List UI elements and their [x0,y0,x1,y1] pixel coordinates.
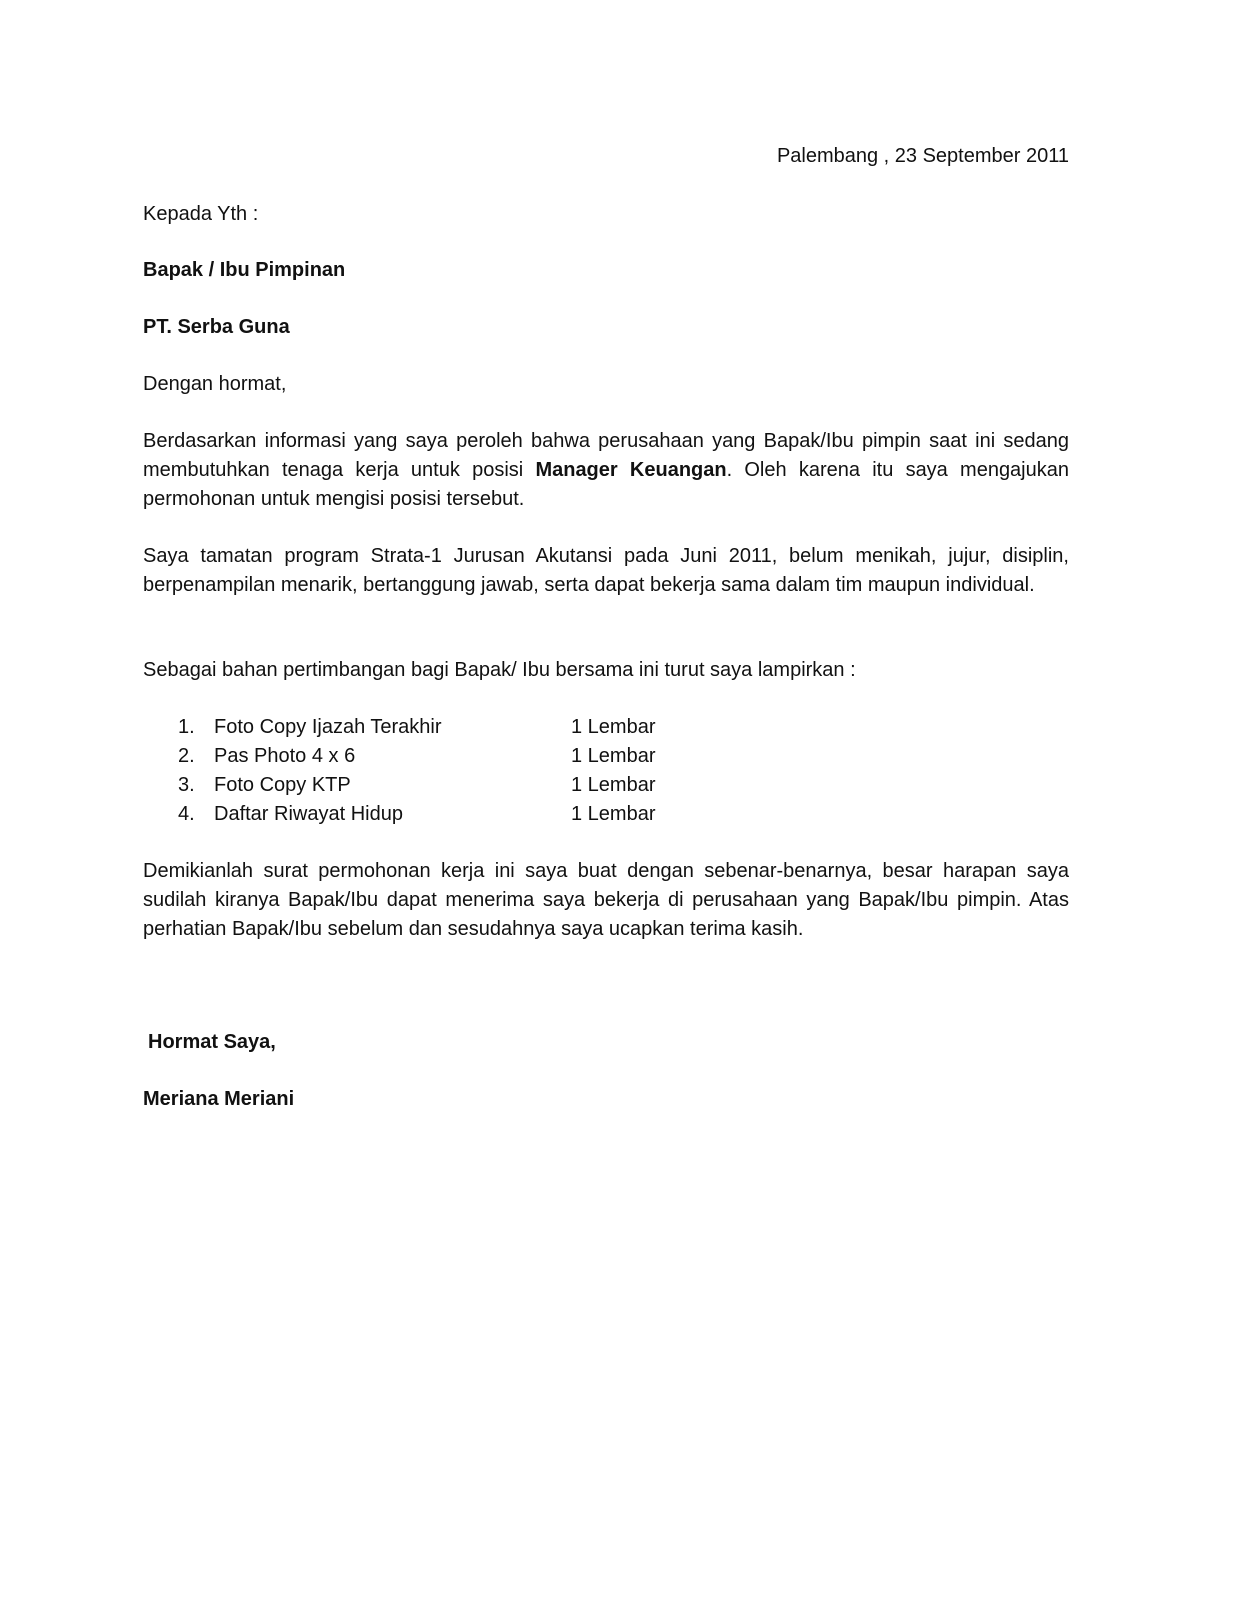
recipient: Bapak / Ibu Pimpinan [143,259,346,281]
list-item-number: 3. [178,774,195,796]
signer-name: Meriana Meriani [143,1088,295,1110]
closing-paragraph: Demikianlah surat permohonan kerja ini saya buat dengan sebenar-benarnya, besar harapan saya sudilah kiranya Bapak/Ibu dapat menerima saya bekerja di perusahaan yang Bapak/Ibu pimpin. Atas perhatian Bapak/Ibu sebelum dan sesudahnya saya ucapkan terima kasih. [143,860,1069,940]
list-item [143,742,843,771]
paragraph-intro [143,427,1069,514]
list-item-label: Pas Photo 4 x 6 [214,745,356,767]
salutation-to: Kepada Yth : [143,203,259,225]
list-item [143,800,843,829]
place-date: Palembang , 23 September 2011 [776,145,1069,167]
list-item-quantity: 1 Lembar [571,745,656,767]
list-item-label: Foto Copy KTP [214,774,351,796]
list-item-number: 1. [178,716,195,738]
list-item-quantity: 1 Lembar [571,716,656,738]
list-item-number: 4. [178,803,195,825]
list-item-label: Foto Copy Ijazah Terakhir [214,716,442,738]
company-name: PT. Serba Guna [143,316,290,338]
position-name: Manager Keuangan [535,459,727,481]
list-item-quantity: 1 Lembar [571,774,656,796]
paragraph-intro-after: . Oleh karena itu saya mengajukan permohonan untuk mengisi posisi tersebut. [143,459,1069,510]
list-item [143,771,843,800]
paragraph-intro-before: Berdasarkan informasi yang saya peroleh bahwa perusahaan yang Bapak/Ibu pimpin saat ini sedang membutuhkan tenaga kerja untuk posisi [143,430,1069,481]
paragraph-qualifications: Saya tamatan program Strata-1 Jurusan Akutansi pada Juni 2011, belum menikah, jujur, disiplin, berpenampilan menarik, bertanggung jawab, serta dapat bekerja sama dalam tim maupun individual. [143,545,1069,596]
list-item-number: 2. [178,745,195,767]
list-item-label: Daftar Riwayat Hidup [214,803,403,825]
list-item-quantity: 1 Lembar [571,803,656,825]
attachments-intro: Sebagai bahan pertimbangan bagi Bapak/ Ibu bersama ini turut saya lampirkan : [143,659,856,681]
list-item [143,713,843,742]
sign-off: Hormat Saya, [148,1031,276,1053]
attachments-list [143,713,843,829]
greeting: Dengan hormat, [143,373,287,395]
